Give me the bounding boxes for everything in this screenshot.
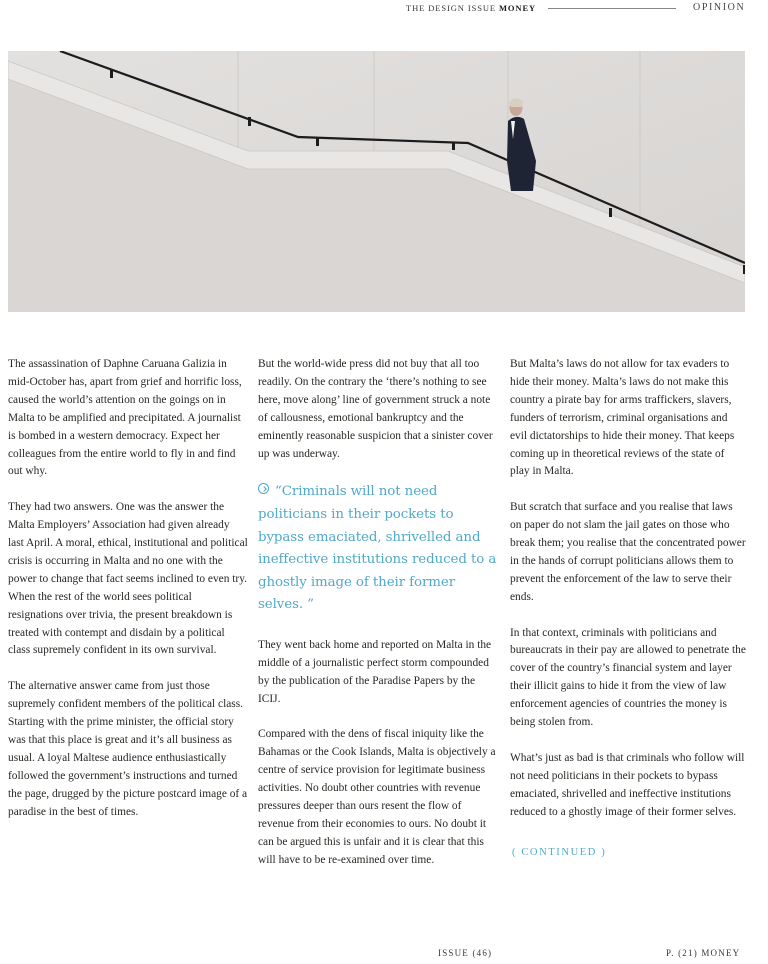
pull-quote — [258, 481, 498, 617]
staircase-photo-icon — [8, 51, 745, 312]
paragraph: They went back home and reported on Malta in the middle of a journalistic perfect storm compounded by the publication of the Paradise Papers by the ICIJ. — [258, 638, 492, 705]
paragraph: The alternative answer came from just those supremely confident members of the political class. Starting with the prime minister, the official story was that this place is great and it’s all business as usual. A loyal Maltese audience enthusiastically followed the government’s instructions and turned the page, drugged by the picture postcard image of a paradise in the best of times. — [8, 680, 248, 818]
paragraph: But the world-wide press did not buy that all too readily. On the contrary the ‘there’s nothing to see here, move along’ line of government struck a note of callousness, emotional bankruptcy and the eminently reasonable suspicion that a sinister cover up was underway. — [258, 358, 493, 460]
paragraph: But scratch that surface and you realise that laws on paper do not slam the jail gates on those who break them; you realise that the concentrated power in the hands of corrupt politicians allows them to prevent the enforcement of the law to serve their ends. — [510, 501, 746, 603]
issue-number: ISSUE (46) — [438, 948, 493, 958]
article-column-1 — [8, 356, 248, 839]
paragraph: In that context, criminals with politicians and bureaucrats in their pay are allowed to penetrate the cover of the country’s financial system and layer their illicit gains to hide it from the view of law enforcement agencies of countries the money is being stolen from. — [510, 626, 746, 729]
paragraph: Compared with the dens of fiscal iniquity like the Bahamas or the Cook Islands, Malta is objectively a centre of service provision for legitimate business activities. No doubt other countries with revenue pressures deeper than ours resent the flow of revenue from their economies to ours. No doubt it can be argued this is unfair and it is clear that this will have to be re-examined over time. — [258, 728, 496, 866]
paragraph: But Malta’s laws do not allow for tax evaders to hide their money. Malta’s laws do not make this country a pirate bay for arms traffickers, slavers, funders of terrorism, criminal organisations and evil dictatorships to hide their money. That keeps coming up in theoretical reviews of the state of play in Malta. — [510, 358, 735, 478]
publication-name: THE DESIGN ISSUE — [406, 3, 496, 13]
paragraph: They had two answers. One was the answer the Malta Employers’ Association had given already last April. A moral, ethical, institutional and political crisis is occurring in Malta and no one with the power to change that fact seems inclined to even try. When the rest of the world sees political resignations over trivia, the present breakdown is treated with contempt and disdain by a political class supremely confident in its own survival. — [8, 501, 248, 657]
article-column-3 — [510, 356, 746, 861]
circle-arrow-right-icon — [258, 483, 269, 494]
continued-link[interactable]: ( CONTINUED ) — [512, 846, 607, 858]
page-number: P. (21) MONEY — [666, 948, 741, 958]
publication-title — [406, 3, 536, 13]
paragraph: What’s just as bad is that criminals who follow will not need politicians in their pockets to bypass emaciated, shrivelled and ineffective institutions reduced to a ghostly image of their former selves. — [510, 751, 745, 818]
hero-photo — [8, 51, 745, 312]
header-rule — [548, 8, 676, 9]
running-header — [0, 0, 768, 16]
article-column-2 — [258, 356, 498, 888]
pull-quote-text: “Criminals will not need politicians in their pockets to bypass emaciated, shrivelled and ineffective institutions reduced to a ghostly image of their former selves. ” — [258, 484, 497, 613]
section-label: OPINION — [693, 2, 746, 13]
paragraph: The assassination of Daphne Caruana Galizia in mid-October has, apart from grief and horrific loss, caused the world’s attention on the goings on in Malta to be amplified and precipitated. A journalist is bombed in a western democracy. Expect her colleagues from the entire world to fly in and find out why. — [8, 358, 242, 478]
issue-theme: MONEY — [499, 3, 537, 13]
